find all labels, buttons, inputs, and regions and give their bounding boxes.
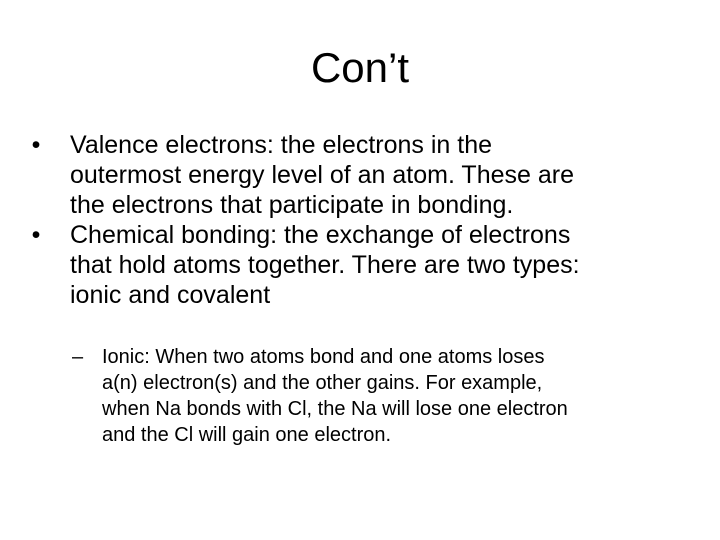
sub-bullet-marker: – [72,346,84,368]
sub-bullet-text-line: and the Cl will gain one electron. [102,424,392,446]
sub-bullet-text-line: a(n) electron(s) and the other gains. For example, [102,372,543,394]
slide-title: Con’t [310,44,410,91]
bullet-text-line: that hold atoms together. There are two types: [70,251,580,279]
bullet-marker: • [31,131,41,159]
bullet-list [28,130,700,310]
bullet-text-line: Chemical bonding: the exchange of electrons [70,221,571,249]
bullet-text-line: Valence electrons: the electrons in the [70,131,493,159]
bullet-text-line: the electrons that participate in bonding. [70,191,514,219]
bullet-marker: • [31,221,41,249]
sub-bullet-item-ionic [72,344,720,448]
bullet-item-chemical-bonding [28,220,700,310]
sub-bullet-text-line: when Na bonds with Cl, the Na will lose one electron [102,398,568,420]
bullet-text-line: ionic and covalent [70,281,271,309]
bullet-item-valence [28,130,700,220]
bullet-text-line: outermost energy level of an atom. These are [70,161,574,189]
sub-bullet-text-line: Ionic: When two atoms bond and one atoms loses [102,346,545,368]
